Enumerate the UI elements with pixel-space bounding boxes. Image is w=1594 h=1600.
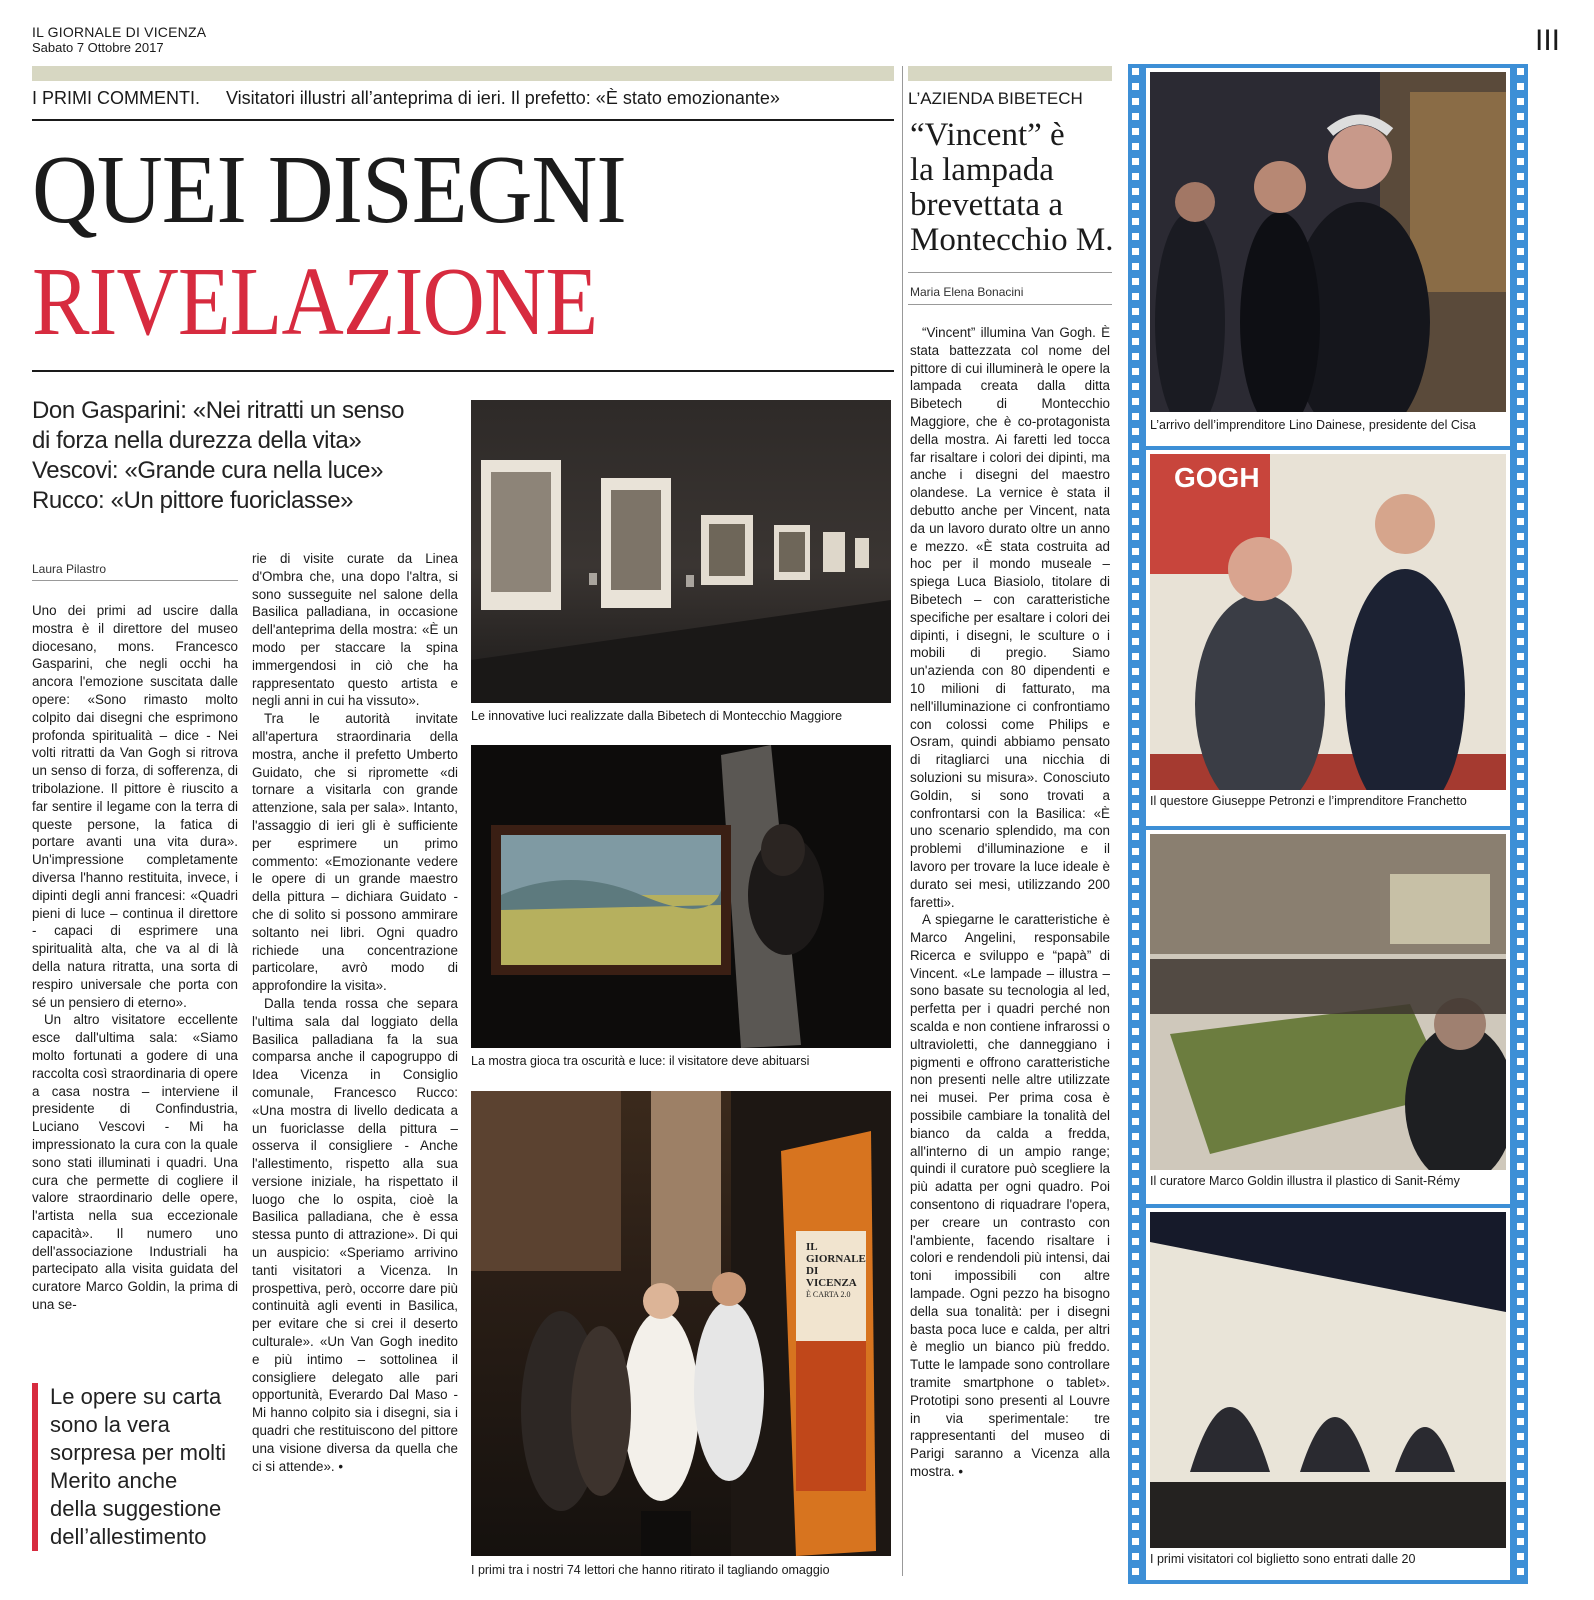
subhead-line: Don Gasparini: «Nei ritratti un senso xyxy=(32,397,405,424)
article-column-2 xyxy=(252,550,458,1590)
pull-quote xyxy=(32,1383,240,1551)
column-separator xyxy=(902,66,903,1576)
poster-line: IL GIORNALE xyxy=(806,1241,866,1265)
gallery-drawings-image xyxy=(471,400,891,703)
headline-line-2: RIVELAZIONE xyxy=(32,248,598,356)
side-title-rule xyxy=(908,272,1112,273)
subhead-line: Vescovi: «Grande cura nella luce» xyxy=(32,457,384,484)
film-caption: Il questore Giuseppe Petronzi e l’imprenditore Franchetto xyxy=(1150,794,1467,808)
sprocket-holes-right xyxy=(1517,68,1524,1580)
curator-photo xyxy=(1150,834,1506,1170)
visitors-image xyxy=(471,1091,891,1556)
pull-quote-line: sono la vera xyxy=(50,1412,170,1437)
film-frame xyxy=(1146,68,1510,446)
header-bar xyxy=(32,66,894,81)
visitors-photo xyxy=(471,1091,891,1556)
kicker xyxy=(32,86,780,110)
dark-room-photo xyxy=(471,745,891,1048)
article-paragraph: Dalla tenda rossa che separa l'ultima sala dal loggiato della Basilica palladiana fa la sua comparsa anche il capogruppo di Idea Vicenza in Consiglio comunale, Francesco Rucco: «Una mostra di livello dedicata a un fuoriclasse della pittura – osserva il consigliere - Anche l'allestimento, rispetto alla sua versione iniziale, ha rispettato il luogo che lo ospita, cioè la Basilica palladiana, che è essa stessa punto di attrazione». Di qui un auspicio: «Speriamo arrivino tanti visitatori a Vicenza. In prospettiva, però, occorre dare più continuità agli eventi in Basilica, per evitare che si crei il deserto culturale». «Un Van Gogh inedito e più intimo – sottolinea il consigliere delegato alle pari opportunità, Everardo Dal Maso - Mi hanno colpito sia i disegni, sia i quadri che restituiscono del pittore una visione diversa da quella che ci si attende». • xyxy=(252,995,458,1474)
basilica-image xyxy=(1150,1212,1506,1548)
article-paragraph: Uno dei primi ad uscire dalla mostra è il direttore del museo diocesano, mons. Francesco Gasparini, che negli occhi ha ancora l'emozione suscitata dalle opere: «Sono rimasto molto colpito dai disegni che esprimono profonda spiritualità – dice - Nei volti ritratti da Van Gogh si ritrova un senso di forza, di sofferenza, di tribolazione. Il pittore è riuscito a far sentire il legame con la terra di queste persone, la fatica di portare avanti una vita dura». Un'impressione completamente diversa l'hanno restituita, invece, i dipinti degli anni francesi: «Quadri pieni di luce – continua il direttore - capaci di esprimere una spiritualità alta, che va al di là della natura ritratta, una sorta di respiro universale che porta con sé un pensiero di eterno». xyxy=(32,603,238,1010)
film-caption: Il curatore Marco Goldin illustra il plastico di Sanit-Rémy xyxy=(1150,1174,1460,1188)
film-frame xyxy=(1146,830,1510,1204)
pull-quote-line: dell’allestimento xyxy=(50,1524,207,1549)
page-number: III xyxy=(1534,24,1560,57)
questore-photo xyxy=(1150,454,1506,790)
subheadline xyxy=(32,396,452,516)
poster-subline: È CARTA 2.0 xyxy=(806,1290,851,1299)
kicker-text: Visitatori illustri all’anteprima di ieri. Il prefetto: «È stato emozionante» xyxy=(226,88,780,108)
basilica-photo xyxy=(1150,1212,1506,1548)
photo-caption: I primi tra i nostri 74 lettori che hanno ritirato il tagliando omaggio xyxy=(471,1563,830,1577)
side-title-line: “Vincent” è xyxy=(910,117,1065,153)
side-paragraph: A spiegarne le caratteristiche è Marco Angelini, responsabile Ricerca e sviluppo e “papà” di Vincent. «Le lampade – illustra – sono basate su tecnologia al led, perfetta per i quadri perché non scalda e non contiene infrarossi o ultravioletti, che danneggiano i pigmenti e offrono caratteristiche non presenti nelle altre utilizzate nei musei. Per prima cosa è possibile cambiare la tonalità del bianco da calda a fredda, all'interno di un ampio range; quindi il curatore può scegliere la più adatta per ogni quadro. Poi consentono di riquadrare l'opera, per creare un contrasto con l'ambiente, facendo risaltare i colori e rendendoli più intensi, dai toni impossibili con altre lampade. Ogni pezzo ha bisogno della sua tonalità: per i disegni basta poca luce e calda, per altri è meglio un bianco più freddo. Tutte le lampade sono controllare tramite smartphone o tablet». Prototipi sono presenti al Louvre in via sperimentale: tre rappresentanti del museo di Parigi saranno a Vicenza alla mostra. • xyxy=(910,912,1110,1479)
pull-quote-line: Merito anche xyxy=(50,1468,178,1493)
kicker-label: I PRIMI COMMENTI. xyxy=(32,88,200,108)
subhead-line: di forza nella durezza della vita» xyxy=(32,427,362,454)
film-frame xyxy=(1146,1208,1510,1580)
headline-rule xyxy=(32,370,894,372)
gallery-photo xyxy=(471,400,891,703)
pull-quote-line: Le opere su carta xyxy=(50,1384,222,1409)
questore-image xyxy=(1150,454,1506,790)
issue-date: Sabato 7 Ottobre 2017 xyxy=(32,40,164,55)
side-title xyxy=(910,117,1114,258)
side-kicker: L’AZIENDA BIBETECH xyxy=(908,89,1083,108)
pull-quote-line: della suggestione xyxy=(50,1496,222,1521)
curator-image xyxy=(1150,834,1506,1170)
exhibition-banner-text: GOGH xyxy=(1174,462,1260,493)
sprocket-holes-left xyxy=(1132,68,1139,1580)
photo-caption: Le innovative luci realizzate dalla Bibetech di Montecchio Maggiore xyxy=(471,709,843,723)
landscape-painting-image xyxy=(471,745,891,1048)
article-paragraph: rie di visite curate da Linea d'Ombra che, una dopo l'altra, si sono susseguite nel salone della Basilica palladiana, in occasione dell'anteprima della mostra: «È un modo per staccare la spina immergendosi in ciò che ha rappresentato questo artista e negli anni in cui ha vissuto». xyxy=(252,551,458,709)
newspaper-name: IL GIORNALE DI VICENZA xyxy=(32,24,207,40)
article-paragraph: Un altro visitatore eccellente esce dall'ultima sala: «Siamo molto fortunati a godere di una raccolta così straordinaria di opere a casa nostra – interviene il presidente di Confindustria, Luciano Vescovi - Mi ha impressionato la cura con la quale sono stati illuminati i quadri. Una cura che permette di cogliere il valore straordinario delle opere, l'artista nella sua eccezionale capacità». Il numero uno dell'associazione Industriali ha partecipato alla visita guidata del curatore Marco Goldin, la prima di una se- xyxy=(32,1012,238,1313)
byline-rule xyxy=(32,580,238,581)
poster-title xyxy=(806,1241,866,1301)
photo-caption: La mostra gioca tra oscurità e luce: il visitatore deve abituarsi xyxy=(471,1054,810,1068)
film-caption: I primi visitatori col biglietto sono entrati dalle 20 xyxy=(1150,1552,1416,1566)
arrival-image xyxy=(1150,72,1506,412)
pull-quote-line: sorpresa per molti xyxy=(50,1440,227,1465)
subhead-line: Rucco: «Un pittore fuoriclasse» xyxy=(32,487,354,514)
film-frame xyxy=(1146,450,1510,826)
side-article-body xyxy=(910,324,1110,1580)
side-byline-rule xyxy=(908,304,1112,305)
side-byline: Maria Elena Bonacini xyxy=(910,285,1024,299)
side-paragraph: “Vincent” illumina Van Gogh. È stata battezzata col nome del pittore di cui illuminerà le opere la lampada creata dalla ditta Bibetech di Montecchio Maggiore, che è co-protagonista della mostra. Ai faretti led tocca far risaltare i colori dei dipinti, ma anche i disegni del maestro olandese. La vernice è stata il debutto anche per Vincent, nata da un lavoro durato oltre un anno e mezzo. «È stata costruita ad hoc per il mondo museale – spiega Luca Biasiolo, titolare di Bibetech – con caratteristiche specifiche per esaltare i colori dei dipinti, i disegni, le sculture o i mobili di pregio. Siamo un'azienda con 80 dipendenti e 10 milioni di fatturato, ma nell'illuminazione ci confrontiamo con colossi come Philips e Osram, quindi abbiamo pensato di ritagliarci una nicchia di soluzioni su misura». Conosciuto Goldin, si sono trovati a confrontarsi con la Basilica: «È uno scenario splendido, ma con problemi d'illuminazione e il lavoro per trovare la luce ideale è durato sei mesi, utilizzando 200 faretti». xyxy=(910,325,1110,910)
headline-line-1: QUEI DISEGNI xyxy=(32,136,626,244)
side-header-bar xyxy=(908,66,1112,81)
byline: Laura Pilastro xyxy=(32,562,107,576)
kicker-rule xyxy=(32,119,894,121)
article-column-1 xyxy=(32,602,238,1370)
arrival-photo xyxy=(1150,72,1506,412)
side-title-line: Montecchio M. xyxy=(910,222,1114,258)
film-caption: L’arrivo dell’imprenditore Lino Dainese, presidente del Cisa xyxy=(1150,418,1476,432)
article-paragraph: Tra le autorità invitate all'apertura straordinaria della mostra, anche il prefetto Umberto Guidato, che si ripromette «di tornare a visitarla con grande attenzione, sala per sala». Intanto, l'assaggio di ieri gli è sufficiente per esprimere un primo commento: «Emozionante vedere le opere di un grande maestro della pittura – dichiara Guidato - che di solito si possono ammirare soltanto nei libri. Ogni quadro richiede una concentrazione particolare, avrò modo di approfondire la visita». xyxy=(252,711,458,994)
side-title-line: brevettata a xyxy=(910,187,1063,223)
filmstrip xyxy=(1128,64,1528,1584)
poster-line: DI VICENZA xyxy=(806,1265,857,1289)
side-title-line: la lampada xyxy=(910,152,1054,188)
